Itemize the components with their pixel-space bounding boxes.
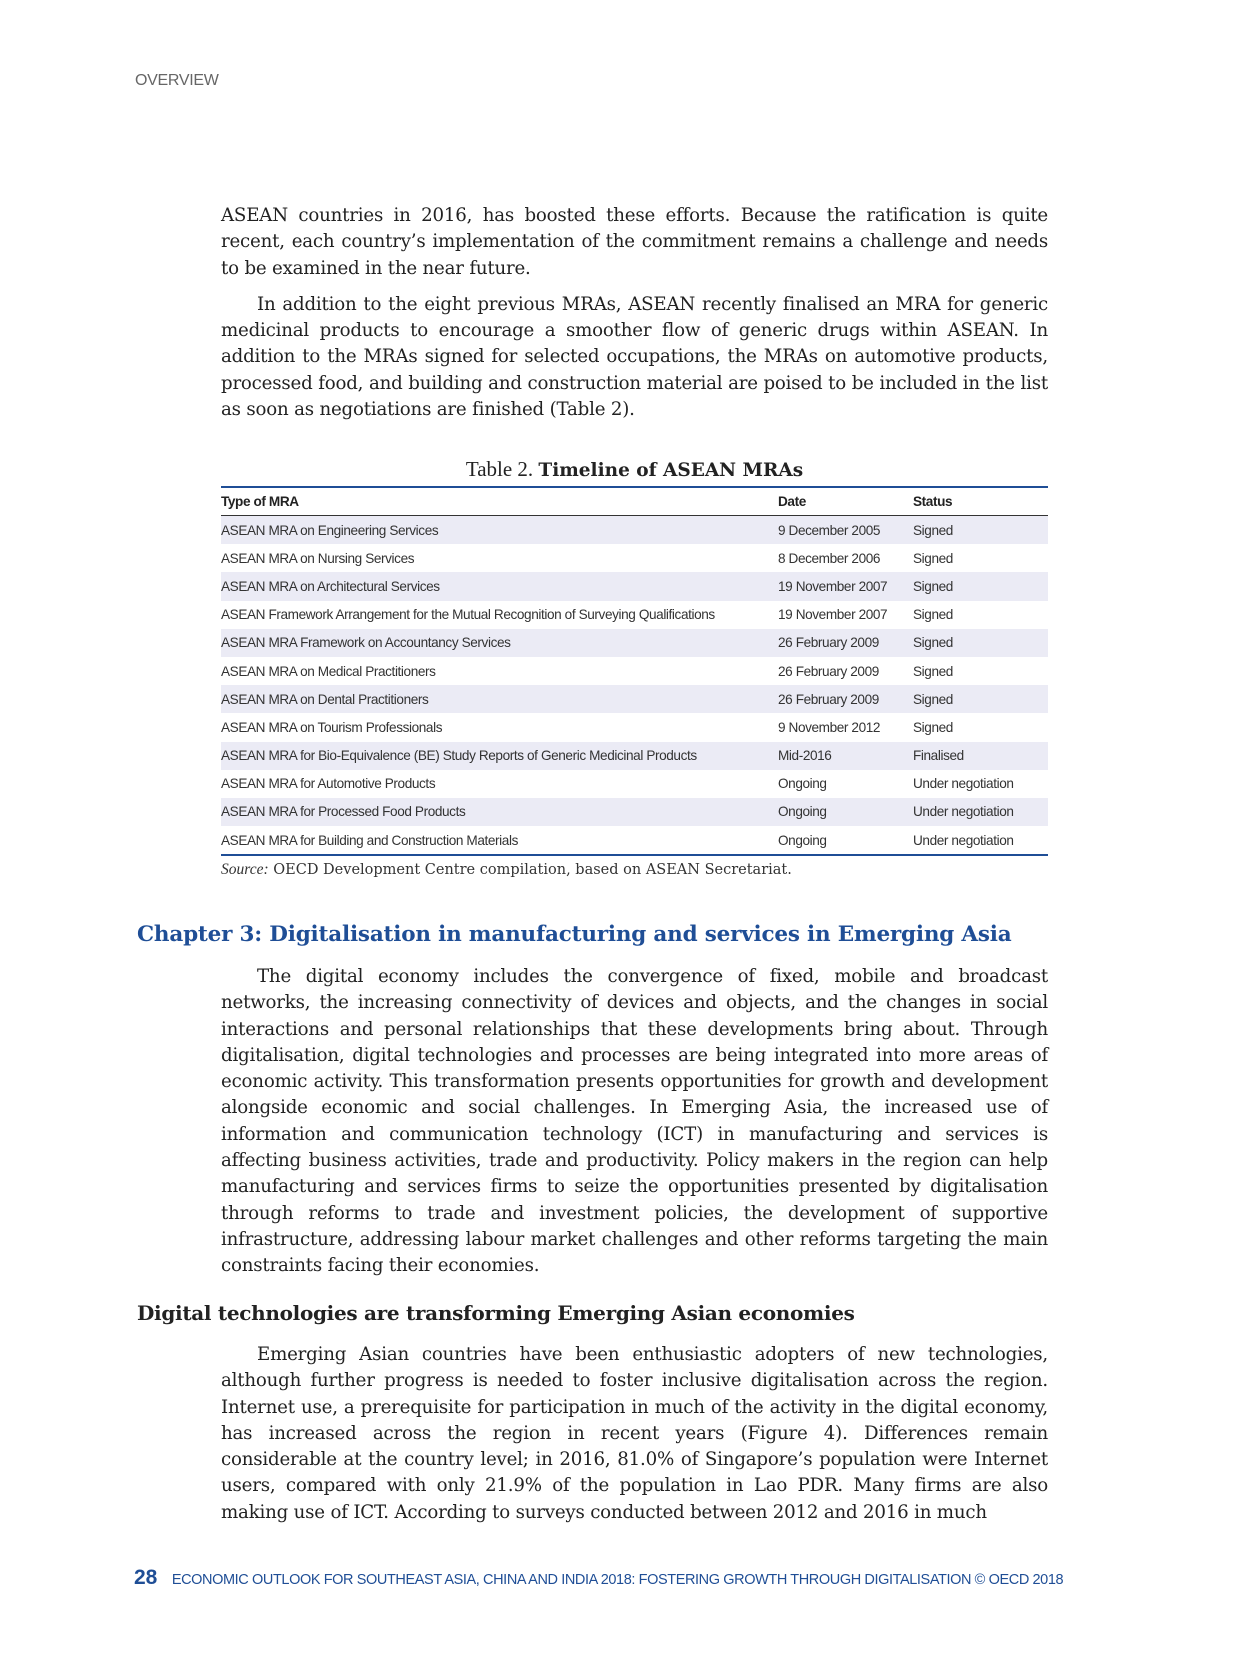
cell-type: ASEAN MRA on Engineering Services: [221, 516, 778, 545]
cell-date: Ongoing: [778, 776, 827, 792]
cell-status: Signed: [913, 663, 953, 679]
table-row: [221, 798, 1048, 826]
cell-type: ASEAN MRA for Building and Construction Materials: [221, 832, 518, 848]
cell-date: 26 February 2009: [778, 685, 913, 713]
table-row: [221, 742, 1048, 770]
page-number: 28: [134, 1566, 158, 1589]
cell-date: 26 February 2009: [778, 629, 913, 657]
section-subheading: Digital technologies are transforming Emerging Asian economies: [137, 1301, 855, 1325]
table-row: [221, 572, 1048, 600]
table-row: [221, 685, 1048, 713]
cell-type: ASEAN MRA on Nursing Services: [221, 550, 415, 566]
table-row: [221, 601, 1048, 629]
table-row: [221, 657, 1048, 685]
section-paragraph: Emerging Asian countries have been enthusiastic adopters of new technologies, although further progress is needed to foster inclusive digitalisation across the region. Internet use, a prerequisite for participation in much of the activity in the digital economy, has increased across the region in recent years (Figure 4). Differences remain considerable at the country level; in 2016, 81.0% of Singapore’s population were Internet users, compared with only 21.9% of the population in Lao PDR. Many firms are also making use of ICT. According to surveys conducted between 2012 and 2016 in much: [221, 1344, 1048, 1523]
cell-status: Finalised: [913, 742, 1048, 770]
cell-status: Signed: [913, 685, 1048, 713]
footer-text: ECONOMIC OUTLOOK FOR SOUTHEAST ASIA, CHINA AND INDIA 2018: FOSTERING GROWTH THROUGH DIGITALISATION © OECD 2018: [171, 1572, 1064, 1588]
cell-status: Under negotiation: [913, 798, 1048, 826]
table-row: [221, 770, 1048, 798]
cell-status: Signed: [913, 550, 953, 566]
table-row: [221, 826, 1048, 855]
page-footer: [134, 1566, 1063, 1590]
cell-type: ASEAN MRA for Bio-Equivalence (BE) Study Reports of Generic Medicinal Products: [221, 742, 778, 770]
cell-status: Signed: [913, 719, 953, 735]
chapter-paragraph: The digital economy includes the convergence of fixed, mobile and broadcast networks, the increasing connectivity of devices and objects, and the changes in social interactions and personal relationships that these developments bring about. Through digitalisation, digital technologies and processes are being integrated into more areas of economic activity. This transformation presents opportunities for growth and development alongside economic and social challenges. In Emerging Asia, the increased use of information and communication technology (ICT) in manufacturing and services is affecting business activities, trade and productivity. Policy makers in the region can help manufacturing and services firms to seize the opportunities presented by digitalisation through reforms to trade and investment policies, the development of supportive infrastructure, addressing labour market challenges and other reforms targeting the main constraints facing their economies.: [221, 966, 1048, 1277]
cell-status: Signed: [913, 607, 953, 623]
table-title-text: Timeline of ASEAN MRAs: [538, 460, 804, 481]
col-type: Type of MRA: [221, 487, 778, 516]
cell-date: Ongoing: [778, 832, 827, 848]
table-row: [221, 516, 1048, 545]
cell-status: Signed: [913, 629, 1048, 657]
cell-date: 19 November 2007: [778, 572, 913, 600]
cell-date: 9 November 2012: [778, 719, 881, 735]
cell-date: 9 December 2005: [778, 516, 913, 545]
source-label: Source:: [221, 861, 269, 878]
paragraph: In addition to the eight previous MRAs, ASEAN recently finalised an MRA for generic medicinal products to encourage a smoother flow of generic drugs within ASEAN. In addition to the MRAs signed for selected occupations, the MRAs on automotive products, processed food, and building and construction material are poised to be included in the list as soon as negotiations are finished (Table 2).: [221, 293, 1048, 421]
chapter-heading: Chapter 3: Digitalisation in manufacturing and services in Emerging Asia: [137, 922, 1012, 947]
running-header: OVERVIEW: [135, 72, 219, 89]
cell-date: 26 February 2009: [778, 663, 879, 679]
paragraph: ASEAN countries in 2016, has boosted these efforts. Because the ratification is quite recent, each country’s implementation of the commitment remains a challenge and needs to be examined in the near future.: [221, 205, 1048, 279]
table-row: [221, 713, 1048, 741]
cell-type: ASEAN MRA on Architectural Services: [221, 572, 778, 600]
cell-date: 19 November 2007: [778, 607, 888, 623]
col-date: Date: [778, 487, 913, 516]
cell-type: ASEAN Framework Arrangement for the Mutual Recognition of Surveying Qualifications: [221, 607, 715, 623]
cell-date: Mid-2016: [778, 742, 913, 770]
cell-date: 8 December 2006: [778, 550, 881, 566]
table-header-row: [221, 487, 1048, 516]
intro-text: [221, 203, 1048, 423]
cell-type: ASEAN MRA for Processed Food Products: [221, 798, 778, 826]
table-row: [221, 629, 1048, 657]
cell-type: ASEAN MRA on Medical Practitioners: [221, 663, 436, 679]
table-title: [221, 457, 1048, 482]
table-source: [221, 861, 792, 879]
table-label: Table 2.: [465, 457, 534, 481]
cell-type: ASEAN MRA on Tourism Professionals: [221, 719, 443, 735]
cell-status: Under negotiation: [913, 832, 1014, 848]
mra-table: [221, 486, 1048, 856]
source-text: OECD Development Centre compilation, based on ASEAN Secretariat.: [273, 862, 792, 878]
cell-status: Signed: [913, 572, 1048, 600]
cell-type: ASEAN MRA on Dental Practitioners: [221, 685, 778, 713]
table-row: [221, 544, 1048, 572]
cell-date: Ongoing: [778, 798, 913, 826]
cell-status: Under negotiation: [913, 776, 1014, 792]
cell-status: Signed: [913, 516, 1048, 545]
col-status: Status: [913, 487, 1048, 516]
cell-type: ASEAN MRA for Automotive Products: [221, 776, 436, 792]
cell-type: ASEAN MRA Framework on Accountancy Services: [221, 629, 778, 657]
